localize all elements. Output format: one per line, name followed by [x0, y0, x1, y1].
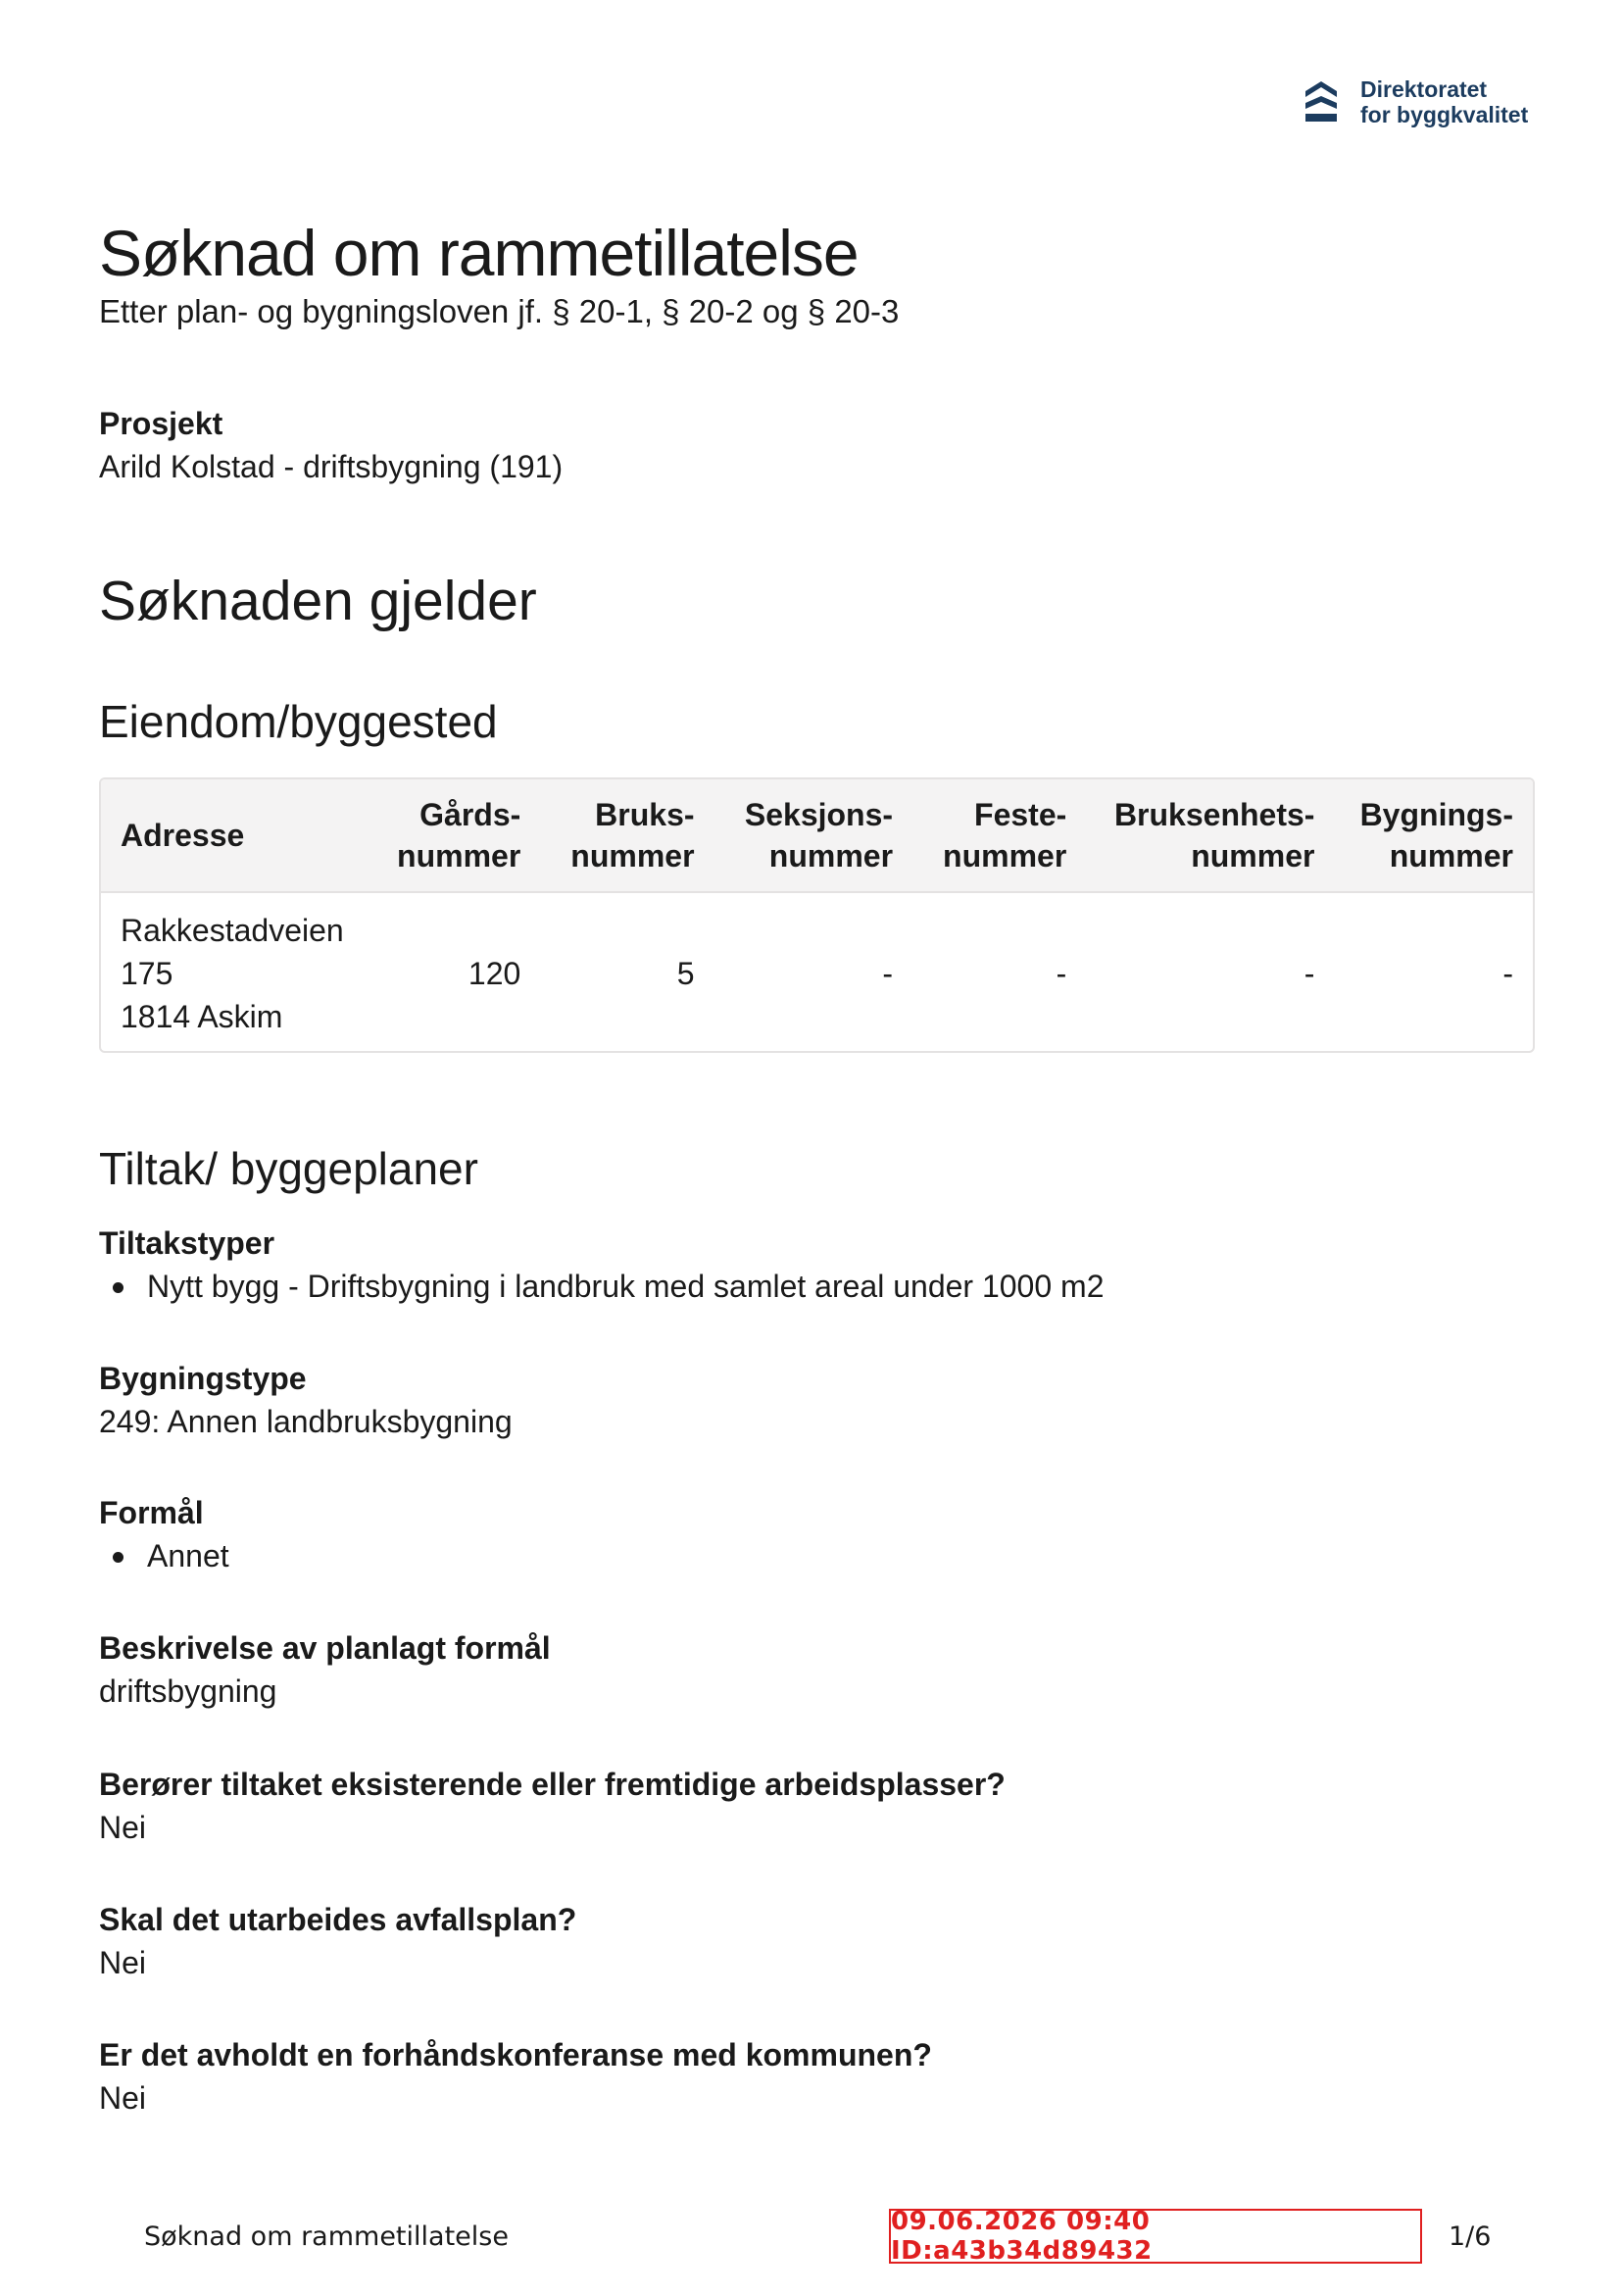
cell-address: Rakkestadveien 175 1814 Askim: [121, 913, 344, 1034]
list-item: Annet: [99, 1533, 229, 1578]
arbeidsplasser-block: [99, 1764, 1006, 1850]
project-block: [99, 403, 563, 489]
dibk-logo-icon: [1302, 77, 1341, 126]
tiltakstyper-label: Tiltakstyper: [99, 1225, 275, 1261]
formal-label: Formål: [99, 1495, 204, 1530]
footer-page-number: 1/6: [1449, 2221, 1492, 2252]
avfallsplan-answer: Nei: [99, 1945, 147, 1980]
cell-gardsnummer: 120: [467, 956, 521, 991]
column-header-bygningsnummer: Bygnings- nummer: [1334, 779, 1533, 892]
formal-list: [99, 1533, 229, 1578]
table-header-row: [101, 779, 1533, 892]
table-row: [101, 892, 1533, 1053]
arbeidsplasser-answer: Nei: [99, 1810, 147, 1845]
avfallsplan-question: Skal det utarbeides avfallsplan?: [99, 1902, 577, 1937]
project-label: Prosjekt: [99, 406, 223, 441]
arbeidsplasser-question: Berører tiltaket eksisterende eller fremtidige arbeidsplasser?: [99, 1767, 1006, 1802]
list-item: Nytt bygg - Driftsbygning i landbruk med samlet areal under 1000 m2: [99, 1264, 1104, 1309]
page-subtitle: Etter plan- og bygningsloven jf. § 20-1, § 20-2 og § 20-3: [99, 293, 900, 329]
column-header-bruksnummer: Bruks- nummer: [540, 779, 713, 892]
forhandskonferanse-answer: Nei: [99, 2080, 147, 2116]
column-header-bruksenhetsnummer: Bruksenhets- nummer: [1086, 779, 1334, 892]
column-header-adresse: Adresse: [101, 779, 367, 892]
section-heading: Søknaden gjelder: [99, 570, 537, 632]
tiltak-heading: Tiltak/ byggeplaner: [99, 1143, 478, 1194]
tiltakstyper-list: [99, 1264, 1104, 1309]
property-heading: Eiendom/byggested: [99, 696, 498, 747]
property-table: [99, 777, 1535, 1053]
project-value: Arild Kolstad - driftsbygning (191): [99, 449, 564, 484]
footer-document-title: Søknad om rammetillatelse: [144, 2221, 509, 2252]
forhandskonferanse-block: [99, 2034, 932, 2121]
logo-line-1: Direktoratet: [1360, 76, 1488, 102]
logo: [1302, 76, 1528, 127]
tiltakstyper-block: [99, 1223, 1104, 1309]
forhandskonferanse-question: Er det avholdt en forhåndskonferanse med kommunen?: [99, 2037, 932, 2072]
formal-description-value: driftsbygning: [99, 1673, 277, 1709]
column-header-festenummer: Feste- nummer: [912, 779, 1086, 892]
formal-description-label: Beskrivelse av planlagt formål: [99, 1630, 551, 1666]
cell-bygningsnummer: -: [1502, 956, 1513, 991]
page-title: Søknad om rammetillatelse: [99, 217, 859, 289]
bygningstype-value: 249: Annen landbruksbygning: [99, 1404, 513, 1439]
logo-line-2: for byggkvalitet: [1360, 102, 1529, 127]
cell-seksjonsnummer: -: [882, 956, 894, 991]
avfallsplan-block: [99, 1899, 576, 1985]
cell-festenummer: -: [1056, 956, 1067, 991]
footer-id-stamp: 09.06.2026 09:40 ID:a43b34d89432: [889, 2209, 1422, 2264]
formal-description-block: [99, 1627, 551, 1714]
logo-text: [1360, 76, 1528, 127]
bygningstype-block: [99, 1358, 513, 1444]
cell-bruksnummer: 5: [676, 956, 695, 991]
cell-bruksenhetsnummer: -: [1303, 956, 1315, 991]
formal-block: [99, 1492, 229, 1578]
bygningstype-label: Bygningstype: [99, 1361, 307, 1396]
column-header-seksjonsnummer: Seksjons- nummer: [714, 779, 913, 892]
column-header-gardsnummer: Gårds- nummer: [367, 779, 540, 892]
